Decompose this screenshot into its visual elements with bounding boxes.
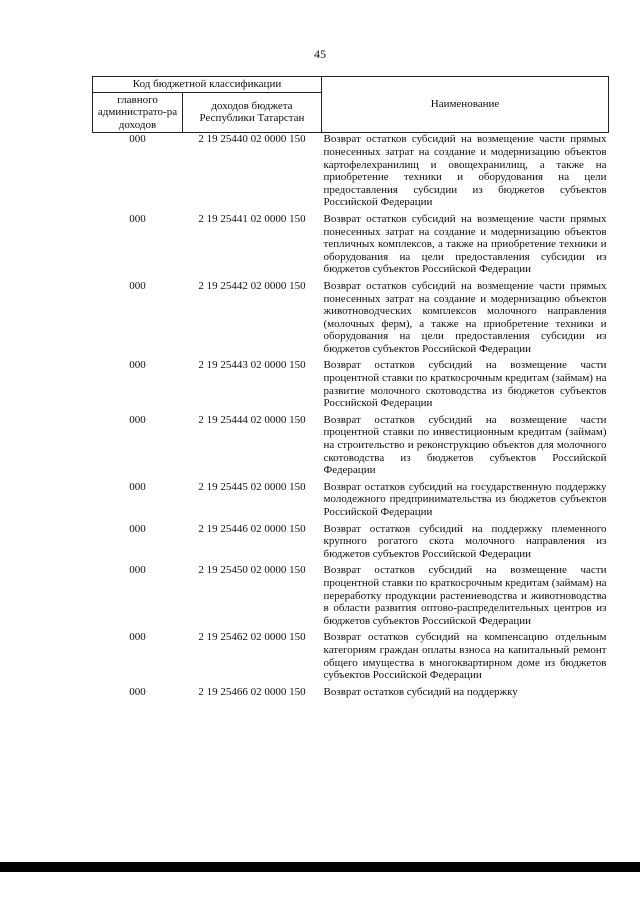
name-cell: Возврат остатков субсидий на государственную поддержку молодежного предпринимательства из бюджетов субъектов Российской Федерации (323, 480, 607, 518)
admin-code-cell: 000 (129, 359, 146, 372)
table-row (93, 523, 609, 565)
admin-code-cell: 000 (129, 631, 146, 644)
name-cell: Возврат остатков субсидий на возмещение части прямых понесенных затрат на создание и модернизацию объектов тепличных комплексов, а также на приобретение техники и оборудования на цели предоставления субсидии из бюджетов субъектов Российской Федерации (323, 212, 607, 276)
admin-code-cell: 000 (129, 279, 146, 292)
name-cell: Возврат остатков субсидий на возмещение части процентной ставки по краткосрочным кредитам (займам) на развитие молочного скотоводства из бюджетов субъектов Российской Федерации (323, 359, 607, 410)
table-row (93, 481, 609, 523)
income-code-cell: 2 19 25450 02 0000 150 (198, 564, 306, 577)
scan-edge-bar (0, 862, 640, 872)
income-code-cell: 2 19 25440 02 0000 150 (198, 133, 306, 146)
admin-code-cell: 000 (129, 480, 146, 493)
admin-code-cell: 000 (129, 685, 146, 698)
admin-code-cell: 000 (129, 413, 146, 426)
name-cell: Возврат остатков субсидий на возмещение части процентной ставки по инвестиционным кредитам (займам) на строительство и реконструкцию объектов для молочного скотоводства из бюджетов субъектов Российской Федерации (323, 413, 607, 477)
name-cell: Возврат остатков субсидий на возмещение части прямых понесенных затрат на создание и модернизацию объектов картофелехранилищ и овощехранилищ, а также на приобретение техники и оборудования на цели предоставления субсидии из бюджетов субъектов Российской Федерации (323, 133, 607, 209)
table-row (93, 133, 609, 213)
income-code-cell: 2 19 25441 02 0000 150 (198, 212, 306, 225)
income-code-cell: 2 19 25462 02 0000 150 (198, 631, 306, 644)
income-code-cell: 2 19 25445 02 0000 150 (198, 480, 306, 493)
table-row (93, 359, 609, 413)
income-code-cell: 2 19 25443 02 0000 150 (198, 359, 306, 372)
header-admin: главного администрато-ра доходов (93, 92, 183, 133)
table-row (93, 564, 609, 631)
income-code-cell: 2 19 25442 02 0000 150 (198, 279, 306, 292)
income-code-cell: 2 19 25444 02 0000 150 (198, 413, 306, 426)
page-number: 45 (314, 47, 326, 61)
table-body (93, 133, 609, 702)
admin-code-cell: 000 (129, 522, 146, 535)
name-cell: Возврат остатков субсидий на компенсацию отдельным категориям граждан оплаты взноса на капитальный ремонт общего имущества в многоквартирном доме из бюджетов субъектов Российской Федерации (323, 631, 607, 682)
table-row (93, 280, 609, 360)
admin-code-cell: 000 (129, 212, 146, 225)
admin-code-cell: 000 (129, 133, 146, 146)
budget-classification-table (92, 76, 609, 702)
table-row (93, 631, 609, 685)
name-cell: Возврат остатков субсидий на возмещение части прямых понесенных затрат на создание и модернизацию объектов животноводческих комплексов молочного направления (молочных ферм), а также на приобретение техники и оборудования на цели предоставления субсидии из бюджетов субъектов Российской Федерации (323, 279, 607, 355)
income-code-cell: 2 19 25466 02 0000 150 (198, 685, 306, 698)
name-cell: Возврат остатков субсидий на возмещение части процентной ставки по краткосрочным кредитам (займам) на переработку продукции растениеводства и животноводства в области развития оптово-распределительных центров из бюджетов субъектов Российской Федерации (323, 564, 607, 627)
name-cell: Возврат остатков субсидий на поддержку племенного крупного рогатого скота молочного направления из бюджетов субъектов Российской Федерации (323, 522, 607, 560)
admin-code-cell: 000 (129, 564, 146, 577)
name-cell: Возврат остатков субсидий на поддержку (323, 685, 518, 698)
income-code-cell: 2 19 25446 02 0000 150 (198, 522, 306, 535)
header-income: доходов бюджета Республики Татарстан (183, 92, 322, 133)
table-row (93, 686, 609, 703)
header-group-label: Код бюджетной классификации (93, 77, 322, 93)
table-row (93, 414, 609, 481)
header-name: Наименование (322, 77, 609, 133)
table-header (93, 77, 609, 133)
table-row (93, 213, 609, 280)
